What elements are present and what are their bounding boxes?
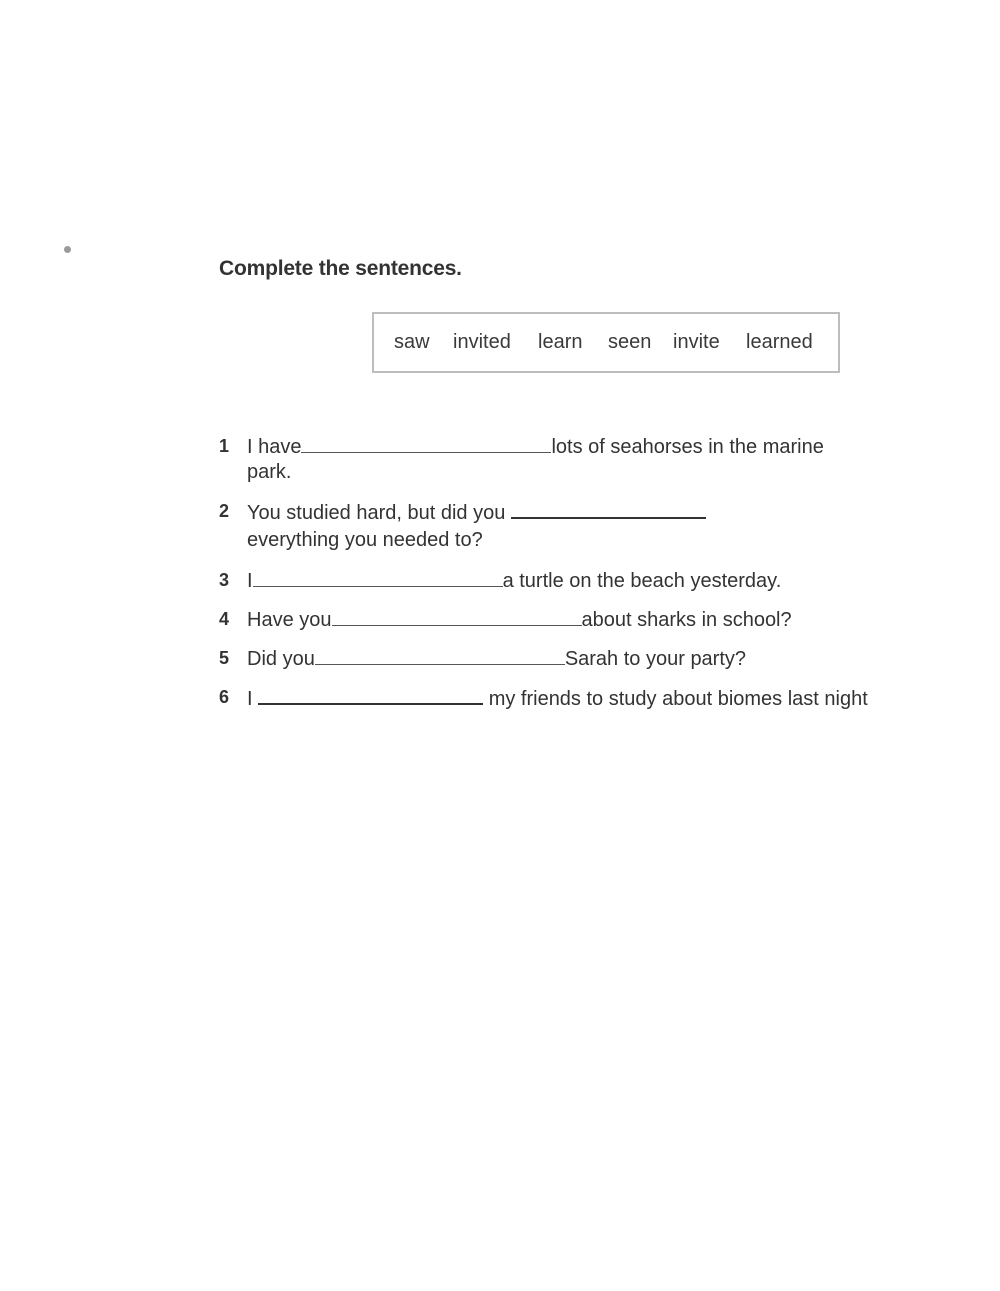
sentence-line bbox=[247, 434, 824, 459]
sentence-number: 1 bbox=[219, 436, 230, 456]
sentence-text-after: a turtle on the beach yesterday. bbox=[502, 570, 782, 592]
sentence-number: 3 bbox=[219, 570, 230, 590]
sentence-line bbox=[247, 568, 781, 593]
sentence-text-before: I bbox=[247, 570, 253, 592]
sentence-number: 5 bbox=[219, 648, 230, 668]
sentence-text-after: lots of seahorses in the marine bbox=[551, 436, 824, 458]
sentence-text-after: my friends to study about biomes last night bbox=[488, 688, 868, 710]
word-bank-item: learned bbox=[746, 331, 813, 353]
bullet-dot bbox=[64, 246, 71, 253]
sentence-line bbox=[247, 499, 706, 525]
sentence-text-before: Did you bbox=[247, 648, 315, 670]
word-bank-item: seen bbox=[608, 331, 652, 353]
sentence-text-before: You studied hard, but did you bbox=[247, 502, 506, 524]
sentence-text-before: Have you bbox=[247, 609, 332, 631]
word-bank-item: invite bbox=[673, 331, 720, 353]
sentence-number: 2 bbox=[219, 501, 230, 521]
exercise-title: Complete the sentences. bbox=[219, 257, 462, 280]
answer-blank[interactable] bbox=[258, 685, 483, 705]
answer-blank[interactable] bbox=[253, 568, 503, 587]
sentence-line bbox=[247, 685, 868, 711]
sentence-number: 4 bbox=[219, 609, 230, 629]
answer-blank[interactable] bbox=[332, 607, 582, 626]
answer-blank[interactable] bbox=[315, 646, 565, 665]
answer-blank[interactable] bbox=[301, 434, 551, 453]
sentence-line bbox=[247, 646, 746, 671]
word-bank-item: invited bbox=[453, 331, 511, 353]
sentence-text-after: Sarah to your party? bbox=[564, 648, 747, 670]
sentence-continuation: everything you needed to? bbox=[247, 529, 483, 551]
sentence-continuation: park. bbox=[247, 461, 292, 483]
word-bank bbox=[372, 312, 840, 373]
word-bank-item: learn bbox=[538, 331, 583, 353]
sentence-line bbox=[247, 607, 792, 632]
sentence-text-before: I bbox=[247, 688, 253, 710]
answer-blank[interactable] bbox=[511, 499, 706, 519]
sentence-number: 6 bbox=[219, 687, 230, 707]
sentence-text-before: I have bbox=[247, 436, 302, 458]
word-bank-item: saw bbox=[394, 331, 430, 353]
sentence-text-after: about sharks in school? bbox=[581, 609, 792, 631]
